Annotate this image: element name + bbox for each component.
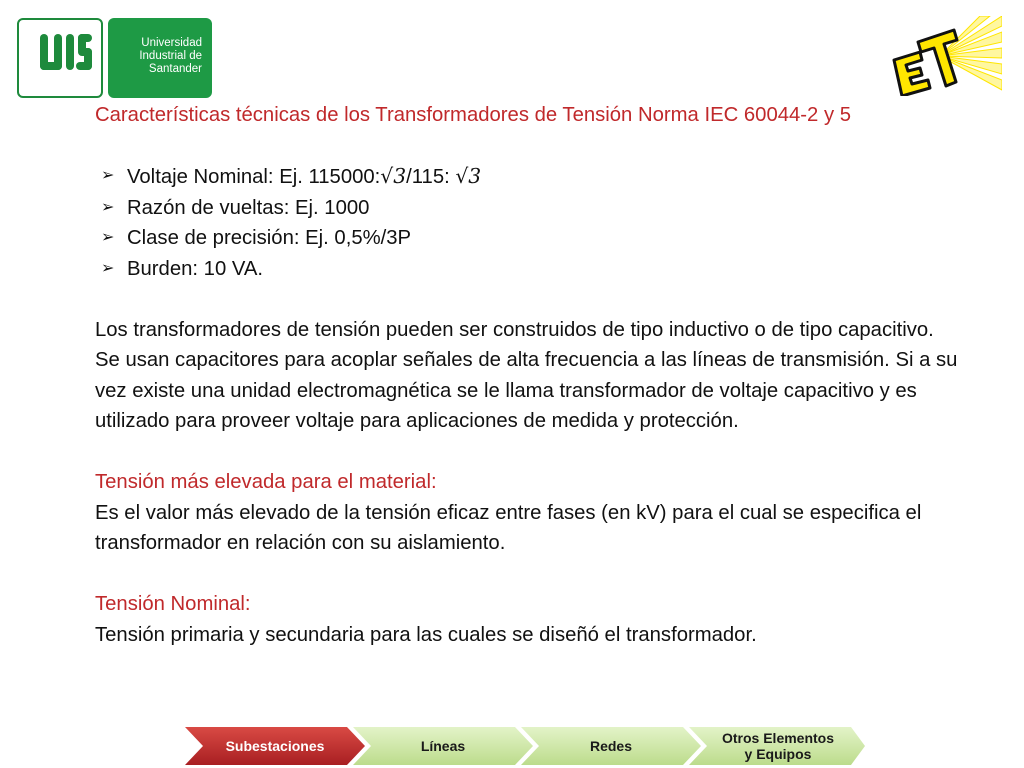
bottom-navigation [185,727,865,765]
list-item [95,254,975,285]
university-name [108,18,212,98]
section-heading-nominal-voltage: Tensión Nominal: [95,593,251,615]
university-line-1: Universidad [141,37,202,49]
sqrt-3-a: √3 [380,164,407,188]
list-item [95,223,975,254]
nav-item-subestaciones[interactable]: Subestaciones [225,738,325,754]
nav-item-otros-elementos[interactable] [703,727,853,765]
section-text-nominal-voltage: Tensión primaria y secundaria para las cuales se diseñó el transformador. [95,623,757,646]
university-line-2: Industrial de [139,50,202,62]
paragraph-capacitors: Se usan capacitores para acoplar señales de alta frecuencia a las líneas de transmisión. Si a su vez existe una unidad electromagnética se le llama transformador de voltaje capacitivo y es utilizado para proveer voltaje para aplicaciones de medida y protección. [95,349,958,432]
bullet-text-voltage: Voltaje Nominal: Ej. 115000: [127,166,381,188]
specs-list [95,161,975,284]
section-heading-max-voltage: Tensión más elevada para el material: [95,471,437,493]
slide-title: Características técnicas de los Transformadores de Tensión Norma IEC 60044-2 y 5 [95,104,852,126]
bullet-text-precision: Clase de precisión: Ej. 0,5%/3P [127,227,412,249]
et-logo-icon [880,16,1002,96]
nav-label-otros-line1: Otros Elementos [721,730,835,746]
arrow-bullet-icon: ➢ [101,229,115,246]
nav-item-redes[interactable]: Redes [589,738,633,754]
paragraph-types: Los transformadores de tensión pueden ser construidos de tipo inductivo o de tipo capacitivo. [95,318,934,341]
bullet-text-burden: Burden: 10 VA. [127,257,264,280]
sqrt-3-b: √3 [455,164,482,188]
nav-label-otros-line2: y Equipos [744,746,812,762]
arrow-bullet-icon: ➢ [101,259,115,277]
university-line-3: Santander [148,63,202,75]
nav-item-lineas[interactable]: Líneas [420,738,466,754]
list-item [95,193,975,224]
bullet-text-ratio: Razón de vueltas: Ej. 1000 [127,196,370,219]
arrow-bullet-icon: ➢ [101,167,115,184]
list-item [95,161,975,193]
section-text-max-voltage: Es el valor más elevado de la tensión eficaz entre fases (en kV) para el cual se especifica el transformador en relación con su aislamiento. [95,501,922,554]
arrow-bullet-icon: ➢ [101,198,115,216]
bullet-text-voltage-mid: /115: [406,166,456,188]
uis-logo-icon [17,18,103,98]
slide-content [95,100,975,650]
